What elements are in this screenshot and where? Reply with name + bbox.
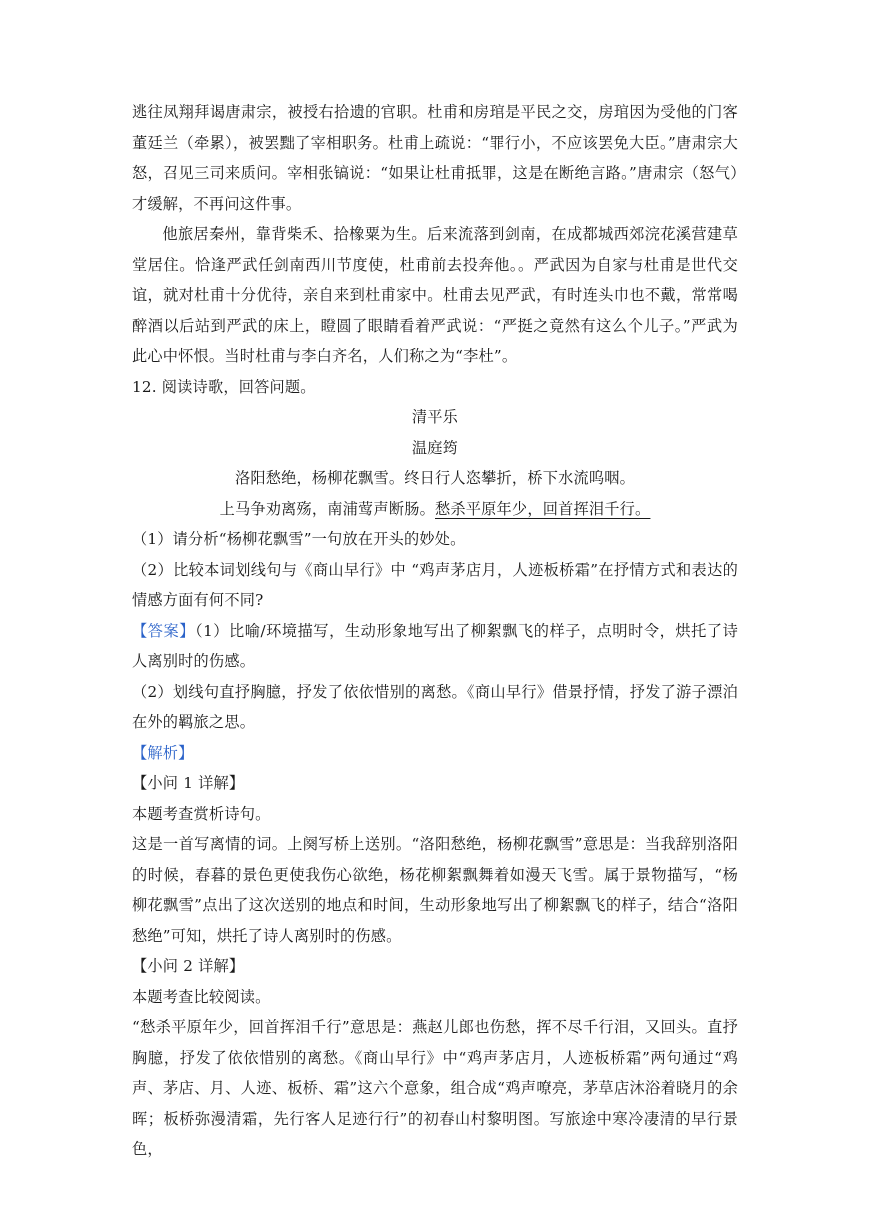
poem-line-2-plain: 上马争劝离殇，南浦莺声断肠。 — [219, 499, 435, 518]
sub-question-2-title: 【小问 2 详解】 — [132, 957, 245, 975]
answer-1-text: （1）比喻/环境描写，生动形象地写出了柳絮飘飞的样子，点明时令，烘托了诗人离别时的伤感。 — [132, 621, 738, 670]
passage-paragraph-1: 逃往凤翔拜谒唐肃宗，被授右拾遗的官职。杜甫和房琯是平民之交，房琯因为受他的门客董廷兰（牵累），被罢黜了宰相职务。杜甫上疏说：“罪行小，不应该罢免大臣。”唐肃宗大怒，召见三司来质问。宰相张镐说：“如果让杜甫抵罪，这是在断绝言路。”唐肃宗（怒气）才缓解，不再问这件事。 — [132, 103, 738, 213]
answer-tag: 【答案】 — [132, 621, 195, 640]
sub-question-2-intro: 本题考查比较阅读。 — [132, 987, 271, 1006]
poem-title: 清平乐 — [411, 408, 459, 426]
poem-line-2-underlined: 愁杀平原年少，回首挥泪千行。 — [435, 499, 651, 518]
sub-question-1-body: 这是一首写离情的词。上阕写桥上送别。“洛阳愁绝，杨柳花飘雪”意思是：当我辞别洛阳的时候，春暮的景色更使我伤心欲绝，杨花柳絮飘舞着如漫天飞雪。属于景物描写，“杨柳花飘雪”点出了这次送别的地点和时间，生动形象地写出了柳絮飘飞的样子，结合“洛阳愁绝”可知，烘托了诗人离别时的伤感。 — [132, 835, 738, 945]
passage-paragraph-2: 他旅居秦州，靠背柴禾、拾橡粟为生。后来流落到剑南，在成都城西郊浣花溪营建草堂居住。恰逢严武任剑南西川节度使，杜甫前去投奔他。。严武因为自家与杜甫是世代交谊，就对杜甫十分优待，亲自来到杜甫家中。杜甫去见严武，有时连头巾也不戴，常常喝醉酒以后站到严武的床上，瞪圆了眼睛看着严武说：“严挺之竟然有这么个儿子。”严武为此心中怀恨。当时杜甫与李白齐名，人们称之为“李杜”。 — [132, 225, 738, 365]
sub-question-2-body: “愁杀平原年少，回首挥泪千行”意思是：燕赵儿郎也伤愁，挥不尽千行泪，又回头。直抒胸臆，抒发了依依惜别的离愁。《商山早行》中“鸡声茅店月，人迹板桥霜”两句通过“鸡声、茅店、月、人迹、板桥、霜”这六个意象，组合成“鸡声嘹亮，茅草店沐浴着晓月的余晖；板桥弥漫清霜，先行客人足迹行行”的初春山村黎明图。写旅途中寒冷凄清的早行景色， — [132, 1018, 738, 1158]
question-1: （1）请分析“杨柳花飘雪”一句放在开头的妙处。 — [132, 530, 466, 548]
answer-1 — [132, 616, 738, 677]
poem-line-2 — [132, 494, 738, 525]
question-2: （2）比较本词划线句与《商山早行》中 “鸡声茅店月，人迹板桥霜”在抒情方式和表达的情感方面有何不同? — [132, 560, 738, 609]
sub-question-1-title: 【小问 1 详解】 — [132, 774, 245, 792]
poem-line-1: 洛阳愁绝，杨柳花飘雪。终日行人恣攀折，桥下水流呜咽。 — [234, 469, 636, 487]
poem-author: 温庭筠 — [411, 438, 459, 457]
answer-2: （2）划线句直抒胸臆，抒发了依依惜别的离愁。《商山早行》借景抒情，抒发了游子漂泊在外的羁旅之思。 — [132, 682, 738, 731]
sub-question-1-intro: 本题考查赏析诗句。 — [132, 804, 271, 823]
analysis-tag: 【解析】 — [132, 743, 194, 762]
question-header: 12. 阅读诗歌，回答问题。 — [132, 377, 316, 396]
document-page — [132, 97, 738, 1165]
